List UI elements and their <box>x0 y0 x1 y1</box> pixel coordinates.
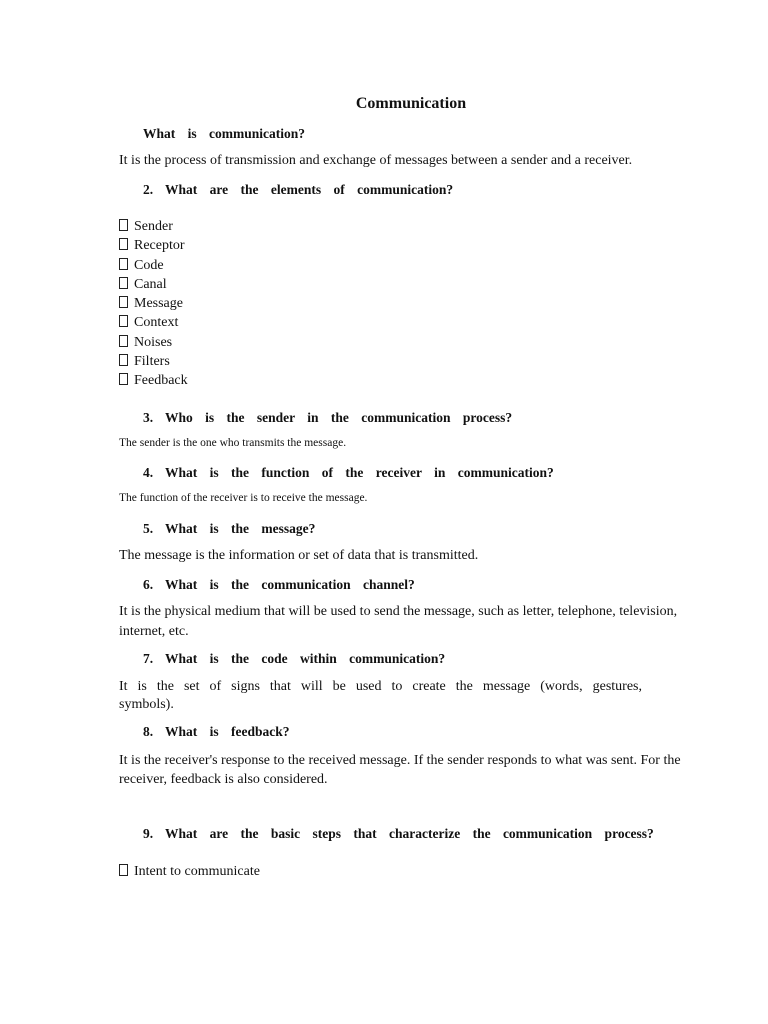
step-item <box>119 862 260 881</box>
question-3 <box>143 410 512 426</box>
checkbox-bullet-icon <box>119 296 128 308</box>
answer-7: It is the set of signs that will be used to create the message (words, gestures, symbols). <box>119 679 642 712</box>
element-item-label: Message <box>134 296 183 312</box>
element-item <box>119 352 188 371</box>
question-8 <box>143 724 290 740</box>
checkbox-bullet-icon <box>119 373 128 385</box>
question-4 <box>143 465 554 481</box>
checkbox-bullet-icon <box>119 354 128 366</box>
element-item <box>119 236 188 255</box>
question-4-number: 4. <box>143 465 154 480</box>
answer-1: It is the process of transmission and exchange of messages between a sender and a receiver. <box>119 153 633 168</box>
page-title: Communication <box>355 95 467 112</box>
element-item-label: Context <box>134 315 179 331</box>
element-item <box>119 217 188 236</box>
question-5-text: What is the message? <box>165 521 316 536</box>
answer-6: It is the physical medium that will be used to send the message, such as letter, telephone, television, internet, etc. <box>119 604 678 639</box>
element-item-label: Feedback <box>134 373 188 389</box>
question-8-text: What is feedback? <box>165 724 290 739</box>
checkbox-bullet-icon <box>119 219 128 231</box>
element-item <box>119 275 188 294</box>
checkbox-bullet-icon <box>119 335 128 347</box>
question-8-number: 8. <box>143 724 154 739</box>
question-2 <box>143 182 453 198</box>
question-7-text: What is the code within communication? <box>165 651 446 666</box>
element-item-label: Code <box>134 257 164 273</box>
question-2-number: 2. <box>143 182 154 197</box>
step-item-label: Intent to communicate <box>134 864 260 879</box>
element-item <box>119 313 188 332</box>
question-6-text: What is the communication channel? <box>165 577 415 592</box>
question-5-number: 5. <box>143 521 154 536</box>
question-9-number: 9. <box>143 826 154 841</box>
question-3-text: Who is the sender in the communication process? <box>165 410 513 425</box>
question-9-text: What are the basic steps that characterize the communication process? <box>165 826 654 841</box>
question-3-number: 3. <box>143 410 154 425</box>
question-1-text: What is communication? <box>143 126 306 141</box>
question-7-number: 7. <box>143 651 154 666</box>
element-item-label: Canal <box>134 276 167 292</box>
answer-5: The message is the information or set of data that is transmitted. <box>119 548 479 563</box>
question-6 <box>143 577 415 593</box>
element-item-label: Filters <box>134 354 170 370</box>
answer-4: The function of the receiver is to receive the message. <box>119 492 368 504</box>
question-6-number: 6. <box>143 577 154 592</box>
checkbox-bullet-icon <box>119 238 128 250</box>
checkbox-bullet-icon <box>119 277 128 289</box>
question-9 <box>143 826 654 842</box>
checkbox-bullet-icon <box>119 864 128 876</box>
element-item-label: Receptor <box>134 238 185 254</box>
question-2-text: What are the elements of communication? <box>165 182 454 197</box>
checkbox-bullet-icon <box>119 258 128 270</box>
element-item <box>119 256 188 275</box>
checkbox-bullet-icon <box>119 315 128 327</box>
elements-list <box>119 217 188 391</box>
element-item-label: Noises <box>134 334 173 350</box>
answer-3: The sender is the one who transmits the message. <box>119 437 347 449</box>
steps-list <box>119 862 260 881</box>
question-7 <box>143 651 445 667</box>
question-4-text: What is the function of the receiver in communication? <box>165 465 554 480</box>
element-item <box>119 333 188 352</box>
question-1 <box>143 126 305 142</box>
question-5 <box>143 521 315 537</box>
element-item <box>119 371 188 390</box>
element-item-label: Sender <box>134 219 173 234</box>
element-item <box>119 294 188 313</box>
answer-8: It is the receiver's response to the received message. If the sender responds to what was sent. For the receiver, feedback is also considered. <box>119 753 681 787</box>
